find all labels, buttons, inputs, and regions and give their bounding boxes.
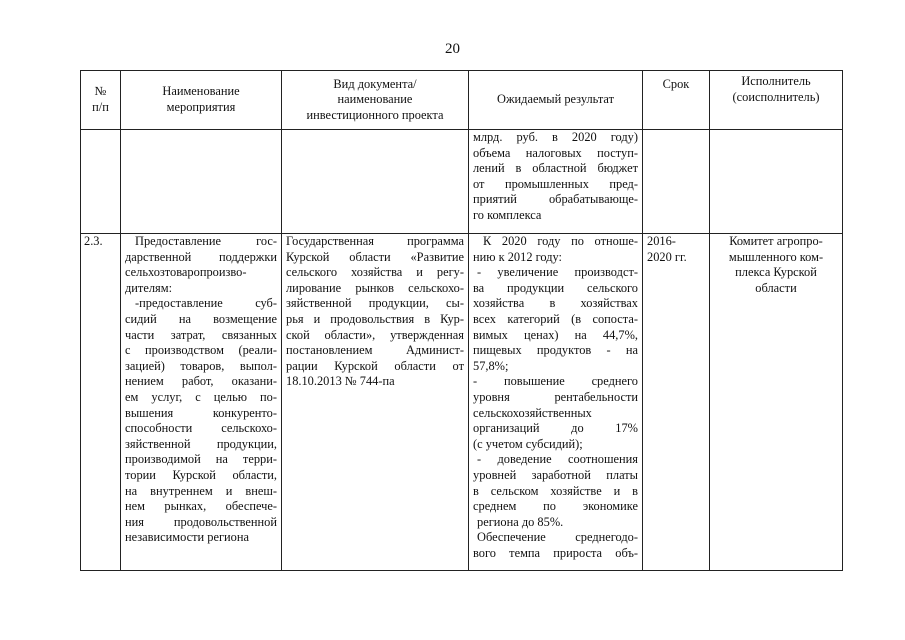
event-line: тории Курской области, — [125, 467, 277, 482]
event-line: независимости региона — [125, 530, 250, 545]
document-line: ской области», утвержденная — [286, 327, 464, 342]
event-line: способности сельскохо- — [125, 421, 277, 436]
row2-document — [282, 234, 469, 571]
document-line: постановлением Админист- — [286, 343, 464, 358]
result-line: среднем по экономике — [473, 499, 638, 514]
event-line: нем рынках, обеспече- — [125, 499, 277, 514]
event-line: вышения конкуренто- — [125, 405, 277, 420]
row2-event — [121, 234, 282, 571]
result-line: - доведение соотношения — [477, 452, 638, 467]
header-number-line: п/п — [92, 100, 109, 114]
result-line: К 2020 году по отноше- — [483, 234, 638, 248]
header-event — [121, 71, 282, 130]
result-line: - увеличение производст- — [477, 265, 638, 280]
event-line: Предоставление гос- — [135, 234, 277, 248]
result-line: объема налоговых поступ- — [473, 145, 638, 160]
row1-term — [643, 130, 710, 234]
header-executor-line: (соисполнитель) — [732, 89, 820, 104]
header-executor — [710, 71, 843, 130]
result-line: уровня рентабельности — [473, 389, 638, 404]
document-line: зяйственной продукции, сы- — [286, 296, 464, 311]
event-line: ем услуг, с целью по- — [125, 389, 277, 404]
executor-line: плекса Курской — [735, 265, 817, 280]
header-number — [81, 71, 121, 130]
event-line: с производством (реали- — [125, 343, 277, 358]
result-line: лений в областной бюджет — [473, 161, 638, 176]
result-line: сельскохозяйственных — [473, 405, 592, 420]
row2-executor — [710, 234, 843, 571]
event-line: -предоставление суб- — [135, 296, 277, 311]
row1-document — [282, 130, 469, 234]
result-line: 57,8%; — [473, 358, 509, 373]
result-line: вого темпа прироста объ- — [473, 545, 638, 560]
header-term — [643, 71, 710, 130]
event-line: части затрат, связанных — [125, 327, 277, 342]
event-line: дителям: — [125, 280, 173, 295]
executor-line: мышленного ком- — [728, 249, 824, 264]
page-number: 20 — [445, 41, 460, 57]
row2-term — [643, 234, 710, 571]
result-line: Обеспечение среднегодо- — [477, 530, 638, 545]
row2-number: 2.3. — [81, 234, 121, 571]
event-line: сельхозтоваропроизво- — [125, 265, 247, 280]
header-result — [469, 71, 643, 130]
header-result-line: Ожидаемый результат — [497, 92, 614, 107]
executor-line: области — [755, 280, 797, 295]
result-line: млрд. руб. в 2020 году) — [473, 130, 638, 144]
table-row — [81, 234, 843, 571]
document-line: сельского хозяйства и регу- — [286, 265, 464, 280]
event-line: ния продовольственной — [125, 514, 277, 529]
document-line: Государственная программа — [286, 234, 464, 248]
event-line: зацией) товаров, выпол- — [125, 358, 277, 373]
row2-result — [469, 234, 643, 571]
row1-event — [121, 130, 282, 234]
term-line: 2016- — [647, 234, 676, 248]
result-line: го комплекса — [473, 207, 542, 222]
result-line: хозяйства в хозяйствах — [473, 296, 638, 311]
header-document-line: инвестиционного проекта — [306, 107, 444, 122]
row1-executor — [710, 130, 843, 234]
result-line: (с учетом субсидий); — [473, 436, 583, 451]
header-event-line: Наименование — [162, 84, 240, 99]
result-line: ва продукции сельского — [473, 280, 638, 295]
header-term-line: Срок — [662, 77, 690, 91]
result-line: в сельском хозяйстве и в — [473, 483, 638, 498]
header-executor-line: Исполнитель — [741, 74, 811, 88]
header-document — [282, 71, 469, 130]
document-line: рации Курской области от — [286, 358, 464, 373]
header-event-line: мероприятия — [166, 100, 236, 114]
result-line: организаций до 17% — [473, 421, 638, 436]
header-document-line: Вид документа/ — [333, 76, 417, 91]
event-line: зяйственной продукции, — [125, 436, 277, 451]
header-document-line: наименование — [337, 92, 413, 107]
result-line: пищевых продуктов - на — [473, 343, 638, 358]
table-row — [81, 130, 843, 234]
executor-line: Комитет агропро- — [729, 234, 823, 248]
document-line: 18.10.2013 № 744-па — [286, 374, 395, 389]
result-line: - повышение среднего — [473, 374, 638, 389]
header-number-line: № — [94, 84, 107, 99]
document-line: рья и продовольствия в Кур- — [286, 311, 464, 326]
result-line: вимых ценах) на 44,7%, — [473, 327, 638, 342]
document-line: Курской области «Развитие — [286, 249, 464, 264]
result-line: приятий обрабатывающе- — [473, 192, 638, 207]
event-line: дарственной поддержки — [125, 249, 277, 264]
table-header-row — [81, 71, 843, 130]
result-line: от промышленных пред- — [473, 176, 638, 191]
term-line: 2020 гг. — [647, 249, 687, 264]
event-line: на внутреннем и внеш- — [125, 483, 277, 498]
event-line: производимой на терри- — [125, 452, 277, 467]
row1-number — [81, 130, 121, 234]
event-line: сидий на возмещение — [125, 311, 277, 326]
document-line: лирование рынков сельскохо- — [286, 280, 464, 295]
result-line: региона до 85%. — [477, 514, 564, 529]
event-line: нением работ, оказани- — [125, 374, 277, 389]
document-table — [80, 70, 843, 571]
result-line: уровней заработной платы — [473, 467, 638, 482]
row1-result — [469, 130, 643, 234]
result-line: нию к 2012 году: — [473, 249, 563, 264]
result-line: всех категорий (в сопоста- — [473, 311, 638, 326]
